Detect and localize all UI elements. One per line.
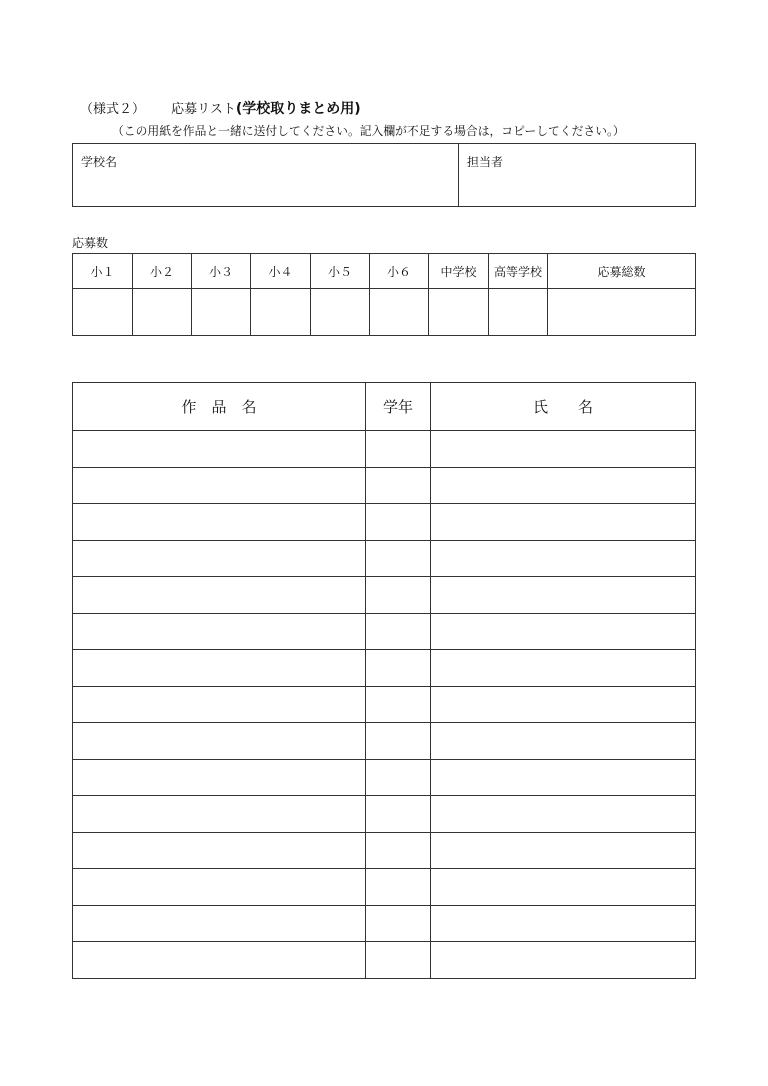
entry-cell-name[interactable]: [431, 613, 696, 650]
entry-cell-name[interactable]: [431, 905, 696, 942]
entry-row: [73, 577, 696, 614]
count-input-row: [73, 289, 696, 336]
count-header-grade6: 小６: [370, 254, 429, 289]
entry-cell-grade[interactable]: [366, 467, 431, 504]
entry-row: [73, 759, 696, 796]
entry-cell-work-title[interactable]: [73, 942, 366, 979]
entry-cell-grade[interactable]: [366, 613, 431, 650]
entry-cell-grade[interactable]: [366, 723, 431, 760]
entry-cell-grade[interactable]: [366, 504, 431, 541]
entry-cell-work-title[interactable]: [73, 431, 366, 468]
count-header-junior-high: 中学校: [429, 254, 489, 289]
entry-cell-grade[interactable]: [366, 650, 431, 687]
entry-cell-name[interactable]: [431, 942, 696, 979]
person-in-charge-field[interactable]: [459, 144, 696, 207]
entry-cell-name[interactable]: [431, 431, 696, 468]
entry-row: [73, 686, 696, 723]
entry-cell-name[interactable]: [431, 504, 696, 541]
school-name-label: 学校名: [81, 155, 118, 169]
entry-cell-name[interactable]: [431, 723, 696, 760]
count-header-row: [73, 254, 696, 289]
entry-cell-name[interactable]: [431, 759, 696, 796]
entry-cell-work-title[interactable]: [73, 759, 366, 796]
entry-header-grade: 学年: [366, 383, 431, 431]
document-title-emphasis: (学校取りまとめ用): [235, 101, 361, 117]
count-header-grade2: 小２: [133, 254, 192, 289]
entry-cell-work-title[interactable]: [73, 723, 366, 760]
entry-row: [73, 650, 696, 687]
document-title: [171, 98, 361, 118]
entry-row: [73, 431, 696, 468]
count-cell-grade3[interactable]: [192, 289, 251, 336]
count-header-total: 応募総数: [548, 254, 696, 289]
entry-cell-name[interactable]: [431, 796, 696, 833]
form-label: （様式２）: [80, 102, 146, 117]
entry-cell-grade[interactable]: [366, 832, 431, 869]
count-cell-grade1[interactable]: [73, 289, 133, 336]
count-cell-grade2[interactable]: [133, 289, 192, 336]
count-cell-grade6[interactable]: [370, 289, 429, 336]
entry-row: [73, 942, 696, 979]
count-cell-grade4[interactable]: [251, 289, 311, 336]
entry-cell-grade[interactable]: [366, 905, 431, 942]
entry-cell-grade[interactable]: [366, 869, 431, 906]
entry-header-name: 氏 名: [431, 383, 696, 431]
entry-cell-name[interactable]: [431, 467, 696, 504]
entry-cell-work-title[interactable]: [73, 540, 366, 577]
entry-cell-work-title[interactable]: [73, 467, 366, 504]
count-header-grade4: 小４: [251, 254, 311, 289]
entry-cell-work-title[interactable]: [73, 650, 366, 687]
count-cell-high-school[interactable]: [489, 289, 548, 336]
entry-cell-work-title[interactable]: [73, 686, 366, 723]
entry-row: [73, 467, 696, 504]
entry-cell-grade[interactable]: [366, 796, 431, 833]
entry-row: [73, 905, 696, 942]
person-in-charge-label: 担当者: [467, 155, 504, 169]
school-name-field[interactable]: [73, 144, 459, 207]
count-header-grade5: 小５: [311, 254, 370, 289]
entry-cell-grade[interactable]: [366, 759, 431, 796]
entry-cell-name[interactable]: [431, 650, 696, 687]
entry-cell-name[interactable]: [431, 869, 696, 906]
entry-row: [73, 832, 696, 869]
entry-cell-work-title[interactable]: [73, 869, 366, 906]
entry-cell-work-title[interactable]: [73, 832, 366, 869]
count-header-grade1: 小１: [73, 254, 133, 289]
count-cell-total[interactable]: [548, 289, 696, 336]
instruction-note: （この用紙を作品と一緒に送付してください。記入欄が不足する場合は，コピーしてください。）: [112, 124, 625, 138]
entry-cell-name[interactable]: [431, 832, 696, 869]
entry-header-work-title: 作 品 名: [73, 383, 366, 431]
count-header-grade3: 小３: [192, 254, 251, 289]
entry-cell-work-title[interactable]: [73, 613, 366, 650]
count-table: [72, 253, 696, 336]
entry-row: [73, 540, 696, 577]
entry-row: [73, 723, 696, 760]
title-line: [80, 98, 720, 118]
entry-cell-grade[interactable]: [366, 577, 431, 614]
entry-cell-name[interactable]: [431, 686, 696, 723]
entry-cell-name[interactable]: [431, 540, 696, 577]
entry-cell-work-title[interactable]: [73, 905, 366, 942]
entry-cell-work-title[interactable]: [73, 577, 366, 614]
entry-cell-grade[interactable]: [366, 540, 431, 577]
entry-cell-grade[interactable]: [366, 942, 431, 979]
entry-table: [72, 382, 696, 979]
entry-cell-name[interactable]: [431, 577, 696, 614]
count-section-label: 応募数: [72, 236, 109, 250]
entry-row: [73, 613, 696, 650]
entry-row: [73, 869, 696, 906]
entry-header-row: [73, 383, 696, 431]
entry-row: [73, 796, 696, 833]
count-cell-junior-high[interactable]: [429, 289, 489, 336]
count-header-high-school: 高等学校: [489, 254, 548, 289]
entry-cell-work-title[interactable]: [73, 504, 366, 541]
school-info-table: [72, 143, 696, 207]
entry-cell-grade[interactable]: [366, 686, 431, 723]
entry-cell-grade[interactable]: [366, 431, 431, 468]
count-cell-grade5[interactable]: [311, 289, 370, 336]
entry-cell-work-title[interactable]: [73, 796, 366, 833]
entry-row: [73, 504, 696, 541]
document-title-prefix: 応募リスト: [171, 102, 236, 117]
